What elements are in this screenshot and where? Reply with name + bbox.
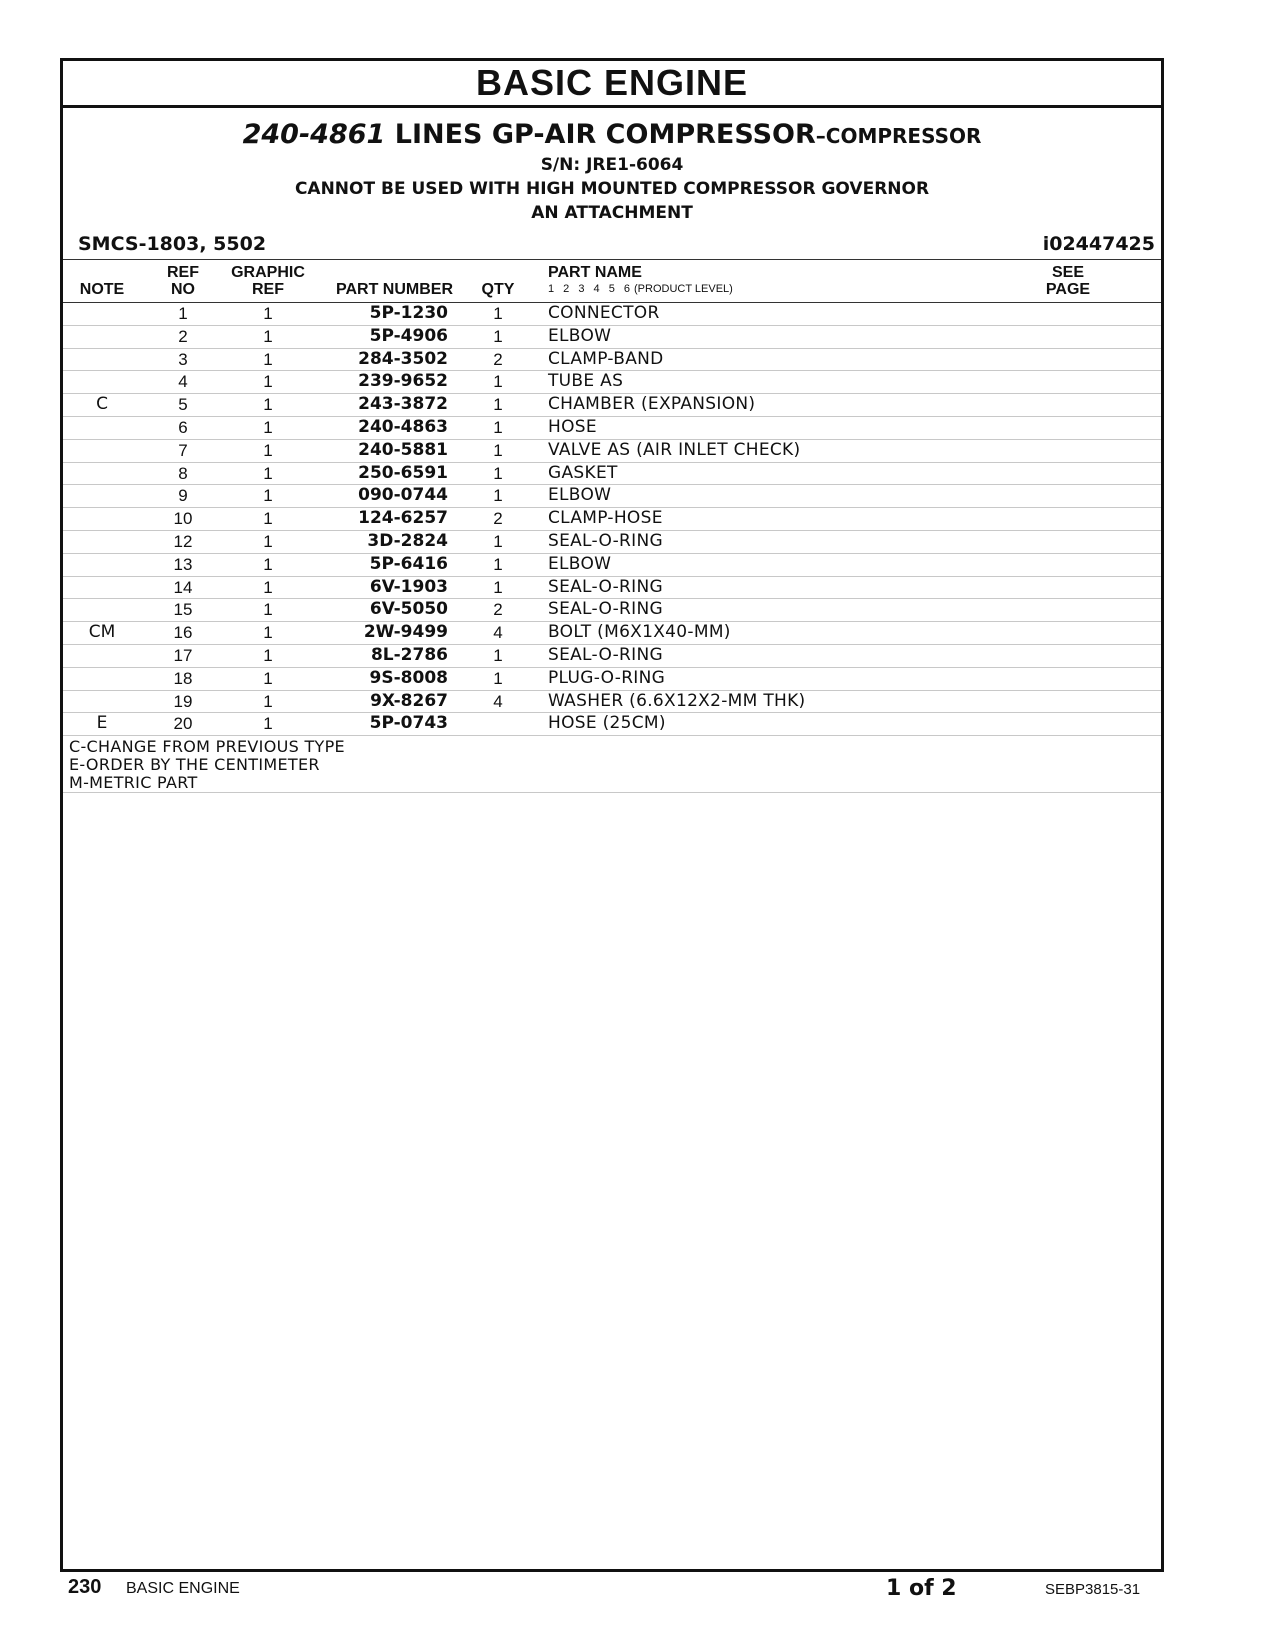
qty-cell: 1 (493, 463, 503, 483)
part-number-cell: 240-4863 (358, 416, 448, 437)
part-name-cell: HOSE (25CM) (548, 713, 666, 734)
part-name-cell: SEAL-O-RING (548, 599, 663, 620)
ref-no-cell: 7 (178, 440, 188, 460)
serial-number: S/N: JRE1-6064 (540, 155, 684, 175)
qty-cell: 4 (493, 691, 503, 711)
part-number-cell: 6V-5050 (369, 599, 448, 620)
table-row (63, 463, 1161, 486)
header-graphic-ref-line1: GRAPHIC (231, 264, 305, 281)
qty-cell: 1 (493, 645, 503, 665)
table-row (63, 417, 1161, 440)
page-footer (0, 1574, 1275, 1604)
ref-no-cell: 2 (178, 326, 188, 346)
table-row (63, 326, 1161, 349)
ref-no-cell: 19 (173, 691, 193, 711)
part-number-cell: 090-0744 (358, 485, 448, 506)
table-row (63, 508, 1161, 531)
part-number-cell: 3D-2824 (367, 530, 448, 551)
qty-cell: 1 (493, 668, 503, 688)
part-number-cell: 8L-2786 (370, 644, 448, 665)
document-number: SEBP3815-31 (1045, 1581, 1141, 1598)
header-part-name: PART NAME (548, 264, 642, 281)
table-row (63, 622, 1161, 645)
table-header (63, 259, 1161, 303)
graphic-ref-cell: 1 (263, 668, 273, 688)
header-see-page-line2: PAGE (1045, 281, 1091, 298)
group-name: LINES GP-AIR COMPRESSOR (394, 119, 816, 150)
qty-cell: 1 (493, 531, 503, 551)
header-see-page-line1: SEE (1051, 264, 1084, 281)
table-row (63, 349, 1161, 372)
header-part-number: PART NUMBER (335, 281, 453, 298)
table-row (63, 554, 1161, 577)
graphic-ref-cell: 1 (263, 577, 273, 597)
header-ref-no (158, 264, 208, 298)
table-row (63, 645, 1161, 668)
part-name-cell: ELBOW (548, 325, 612, 346)
part-number-cell: 5P-0743 (369, 713, 448, 734)
part-name-cell: CLAMP-HOSE (548, 508, 663, 529)
header-ref-no-line2: NO (171, 281, 195, 298)
header-note: NOTE (79, 281, 125, 298)
product-level-numbers: 1 2 3 4 5 6 (548, 283, 630, 295)
graphic-ref-cell: 1 (263, 372, 273, 392)
part-number-cell: 5P-6416 (369, 553, 448, 574)
note-cell: CM (88, 622, 116, 643)
ref-no-cell: 5 (178, 395, 188, 415)
ref-no-cell: 4 (178, 372, 188, 392)
document-id: i02447425 (1042, 233, 1155, 255)
graphic-ref-cell: 1 (263, 691, 273, 711)
part-number-cell: 243-3872 (358, 394, 448, 415)
graphic-ref-cell: 1 (263, 554, 273, 574)
note-legend-item: E-ORDER BY THE CENTIMETER (69, 755, 320, 775)
ref-no-cell: 18 (173, 668, 193, 688)
page-of-indicator: 1 of 2 (886, 1576, 957, 1601)
part-number-cell: 250-6591 (358, 462, 448, 483)
table-row (63, 440, 1161, 463)
table-row (63, 303, 1161, 326)
table-row (63, 531, 1161, 554)
part-number-cell: 2W-9499 (363, 622, 448, 643)
part-number-cell: 6V-1903 (369, 576, 448, 597)
table-row (63, 394, 1161, 417)
part-name-cell: HOSE (548, 416, 597, 437)
parts-page-frame (60, 58, 1164, 1572)
graphic-ref-cell: 1 (263, 417, 273, 437)
note-cell: E (96, 713, 108, 734)
ref-no-cell: 9 (178, 486, 188, 506)
part-name-cell: CLAMP-BAND (548, 348, 664, 369)
part-name-cell: PLUG-O-RING (548, 667, 666, 688)
graphic-ref-cell: 1 (263, 645, 273, 665)
qty-cell: 1 (493, 577, 503, 597)
part-name-cell: CONNECTOR (548, 303, 660, 323)
footer-section: BASIC ENGINE (126, 1580, 240, 1597)
graphic-ref-cell: 1 (263, 395, 273, 415)
qty-cell: 1 (493, 372, 503, 392)
table-row (63, 577, 1161, 600)
part-name-cell: SEAL-O-RING (548, 530, 663, 551)
qty-cell: 2 (493, 509, 503, 529)
header-graphic-ref (228, 264, 308, 298)
part-name-cell: ELBOW (548, 553, 612, 574)
header-product-levels (548, 283, 733, 295)
graphic-ref-cell: 1 (263, 623, 273, 643)
qty-cell: 1 (493, 554, 503, 574)
notes-legend (63, 736, 1161, 793)
graphic-ref-cell: 1 (263, 440, 273, 460)
qty-cell: 1 (493, 395, 503, 415)
part-number-cell: 5P-1230 (369, 303, 448, 323)
graphic-ref-cell: 1 (263, 486, 273, 506)
qty-cell: 1 (493, 440, 503, 460)
graphic-ref-cell: 1 (263, 531, 273, 551)
graphic-ref-cell: 1 (263, 463, 273, 483)
restriction-note: CANNOT BE USED WITH HIGH MOUNTED COMPRESSOR GOVERNOR (294, 179, 930, 199)
table-row (63, 599, 1161, 622)
part-name-cell: SEAL-O-RING (548, 576, 663, 597)
part-name-cell: WASHER (6.6X12X2-MM THK) (548, 690, 806, 711)
ref-no-cell: 20 (173, 714, 193, 734)
note-legend-item: M-METRIC PART (69, 773, 198, 793)
part-name-cell: GASKET (548, 462, 618, 483)
ref-no-cell: 3 (178, 349, 188, 369)
table-row (63, 713, 1161, 736)
note-legend-item: C-CHANGE FROM PREVIOUS TYPE (69, 737, 345, 757)
ref-no-cell: 8 (178, 463, 188, 483)
ref-no-cell: 17 (173, 645, 193, 665)
smcs-row (63, 229, 1161, 259)
attachment-note: AN ATTACHMENT (531, 203, 693, 223)
part-name-cell: SEAL-O-RING (548, 644, 663, 665)
table-row (63, 668, 1161, 691)
ref-no-cell: 12 (173, 531, 193, 551)
group-subtitle: –COMPRESSOR (815, 124, 982, 148)
graphic-ref-cell: 1 (263, 349, 273, 369)
table-row (63, 371, 1161, 394)
graphic-ref-cell: 1 (263, 326, 273, 346)
qty-cell: 1 (493, 326, 503, 346)
qty-cell: 2 (493, 349, 503, 369)
parts-table-body (63, 303, 1161, 736)
note-cell: C (96, 394, 108, 415)
part-name-cell: ELBOW (548, 485, 612, 506)
ref-no-cell: 1 (178, 304, 188, 323)
qty-cell: 2 (493, 600, 503, 620)
part-number-cell: 5P-4906 (369, 325, 448, 346)
qty-cell: 1 (493, 417, 503, 437)
section-title: BASIC ENGINE (63, 61, 1161, 108)
ref-no-cell: 14 (173, 577, 193, 597)
graphic-ref-cell: 1 (263, 304, 273, 323)
graphic-ref-cell: 1 (263, 509, 273, 529)
page-number: 230 (68, 1576, 102, 1598)
group-title (63, 118, 1161, 153)
group-part-number: 240-4861 (242, 119, 386, 150)
header-see-page (1028, 264, 1108, 298)
qty-cell: 1 (493, 304, 503, 323)
ref-no-cell: 16 (173, 623, 193, 643)
graphic-ref-cell: 1 (263, 714, 273, 734)
header-qty: QTY (481, 281, 515, 298)
part-name-cell: BOLT (M6X1X40-MM) (548, 622, 731, 643)
part-number-cell: 284-3502 (358, 348, 448, 369)
part-number-cell: 9S-8008 (369, 667, 448, 688)
header-ref-no-line1: REF (167, 264, 199, 281)
part-number-cell: 240-5881 (358, 439, 448, 460)
graphic-ref-cell: 1 (263, 600, 273, 620)
qty-cell: 4 (493, 623, 503, 643)
ref-no-cell: 13 (173, 554, 193, 574)
product-level-label: (PRODUCT LEVEL) (634, 283, 733, 295)
table-row (63, 691, 1161, 714)
part-number-cell: 9X-8267 (370, 690, 448, 711)
header-graphic-ref-line2: REF (252, 281, 284, 298)
smcs-code: SMCS-1803, 5502 (78, 233, 267, 255)
part-name-cell: TUBE AS (548, 371, 624, 392)
ref-no-cell: 10 (173, 509, 193, 529)
qty-cell: 1 (493, 486, 503, 506)
table-row (63, 485, 1161, 508)
ref-no-cell: 15 (173, 600, 193, 620)
part-number-cell: 239-9652 (358, 371, 448, 392)
ref-no-cell: 6 (178, 417, 188, 437)
part-number-cell: 124-6257 (358, 508, 448, 529)
part-name-cell: CHAMBER (EXPANSION) (548, 394, 756, 415)
part-name-cell: VALVE AS (AIR INLET CHECK) (548, 439, 801, 460)
